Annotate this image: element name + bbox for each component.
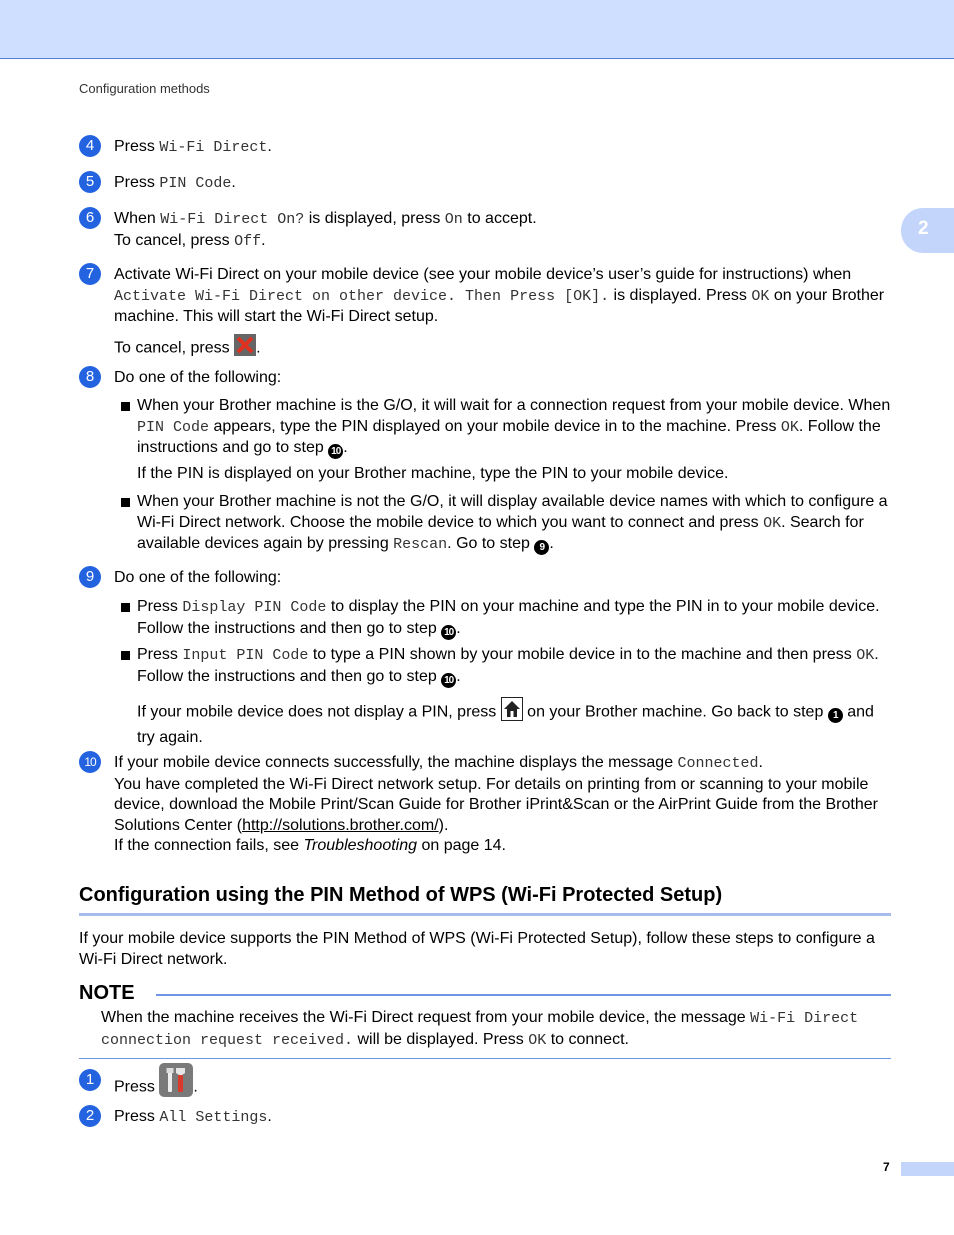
step-ref: 10 [441, 673, 456, 688]
step-ref: 10 [328, 444, 343, 459]
page-number: 7 [883, 1160, 890, 1174]
step-number: 5 [79, 171, 101, 193]
step-number: 4 [79, 135, 101, 157]
section-heading: Configuration using the PIN Method of WPS (Wi-Fi Protected Setup) [79, 884, 723, 906]
troubleshooting-ref: Troubleshooting [303, 837, 418, 854]
header-bar [0, 0, 954, 59]
step-number: 9 [79, 566, 101, 588]
running-title: Configuration methods [79, 81, 210, 96]
note-rule [156, 994, 891, 996]
step-number: 7 [79, 263, 101, 285]
step-number: 10 [79, 751, 101, 773]
bullet-square [121, 402, 130, 411]
cancel-x-icon [234, 334, 256, 363]
chapter-number: 2 [918, 218, 929, 239]
bullet-square [121, 498, 130, 507]
solutions-center-link[interactable]: http://solutions.brother.com/ [242, 816, 439, 834]
paragraph: If the PIN is displayed on your Brother machine, type the PIN to your mobile device. [137, 465, 729, 482]
chapter-tab [901, 208, 954, 253]
note-body: When the machine receives the Wi-Fi Direct request from your mobile device, the message Wi-Fi Direct connection request received. will be displayed. Press OK to connect. [101, 1009, 859, 1049]
step-number: 8 [79, 366, 101, 388]
note-heading: NOTE [79, 982, 135, 1004]
settings-tools-icon [159, 1063, 193, 1104]
step-number: 2 [79, 1105, 101, 1127]
page-tab [901, 1162, 954, 1176]
step-ref: 9 [534, 540, 549, 555]
home-icon [501, 697, 523, 728]
bullet-square [121, 651, 130, 660]
step-ref: 1 [828, 708, 843, 723]
section-intro: If your mobile device supports the PIN Method of WPS (Wi-Fi Protected Setup), follow these steps to configure a Wi-Fi Direct network. [79, 930, 875, 968]
step-number: 6 [79, 207, 101, 229]
bullet-square [121, 603, 130, 612]
heading-rule [79, 913, 891, 916]
paragraph: If your mobile device does not display a PIN, press on your Brother machine. Go back to step 1 and try again. [137, 697, 891, 748]
step-number: 1 [79, 1069, 101, 1091]
note-bottom-rule [79, 1058, 891, 1059]
step-ref: 10 [441, 625, 456, 640]
